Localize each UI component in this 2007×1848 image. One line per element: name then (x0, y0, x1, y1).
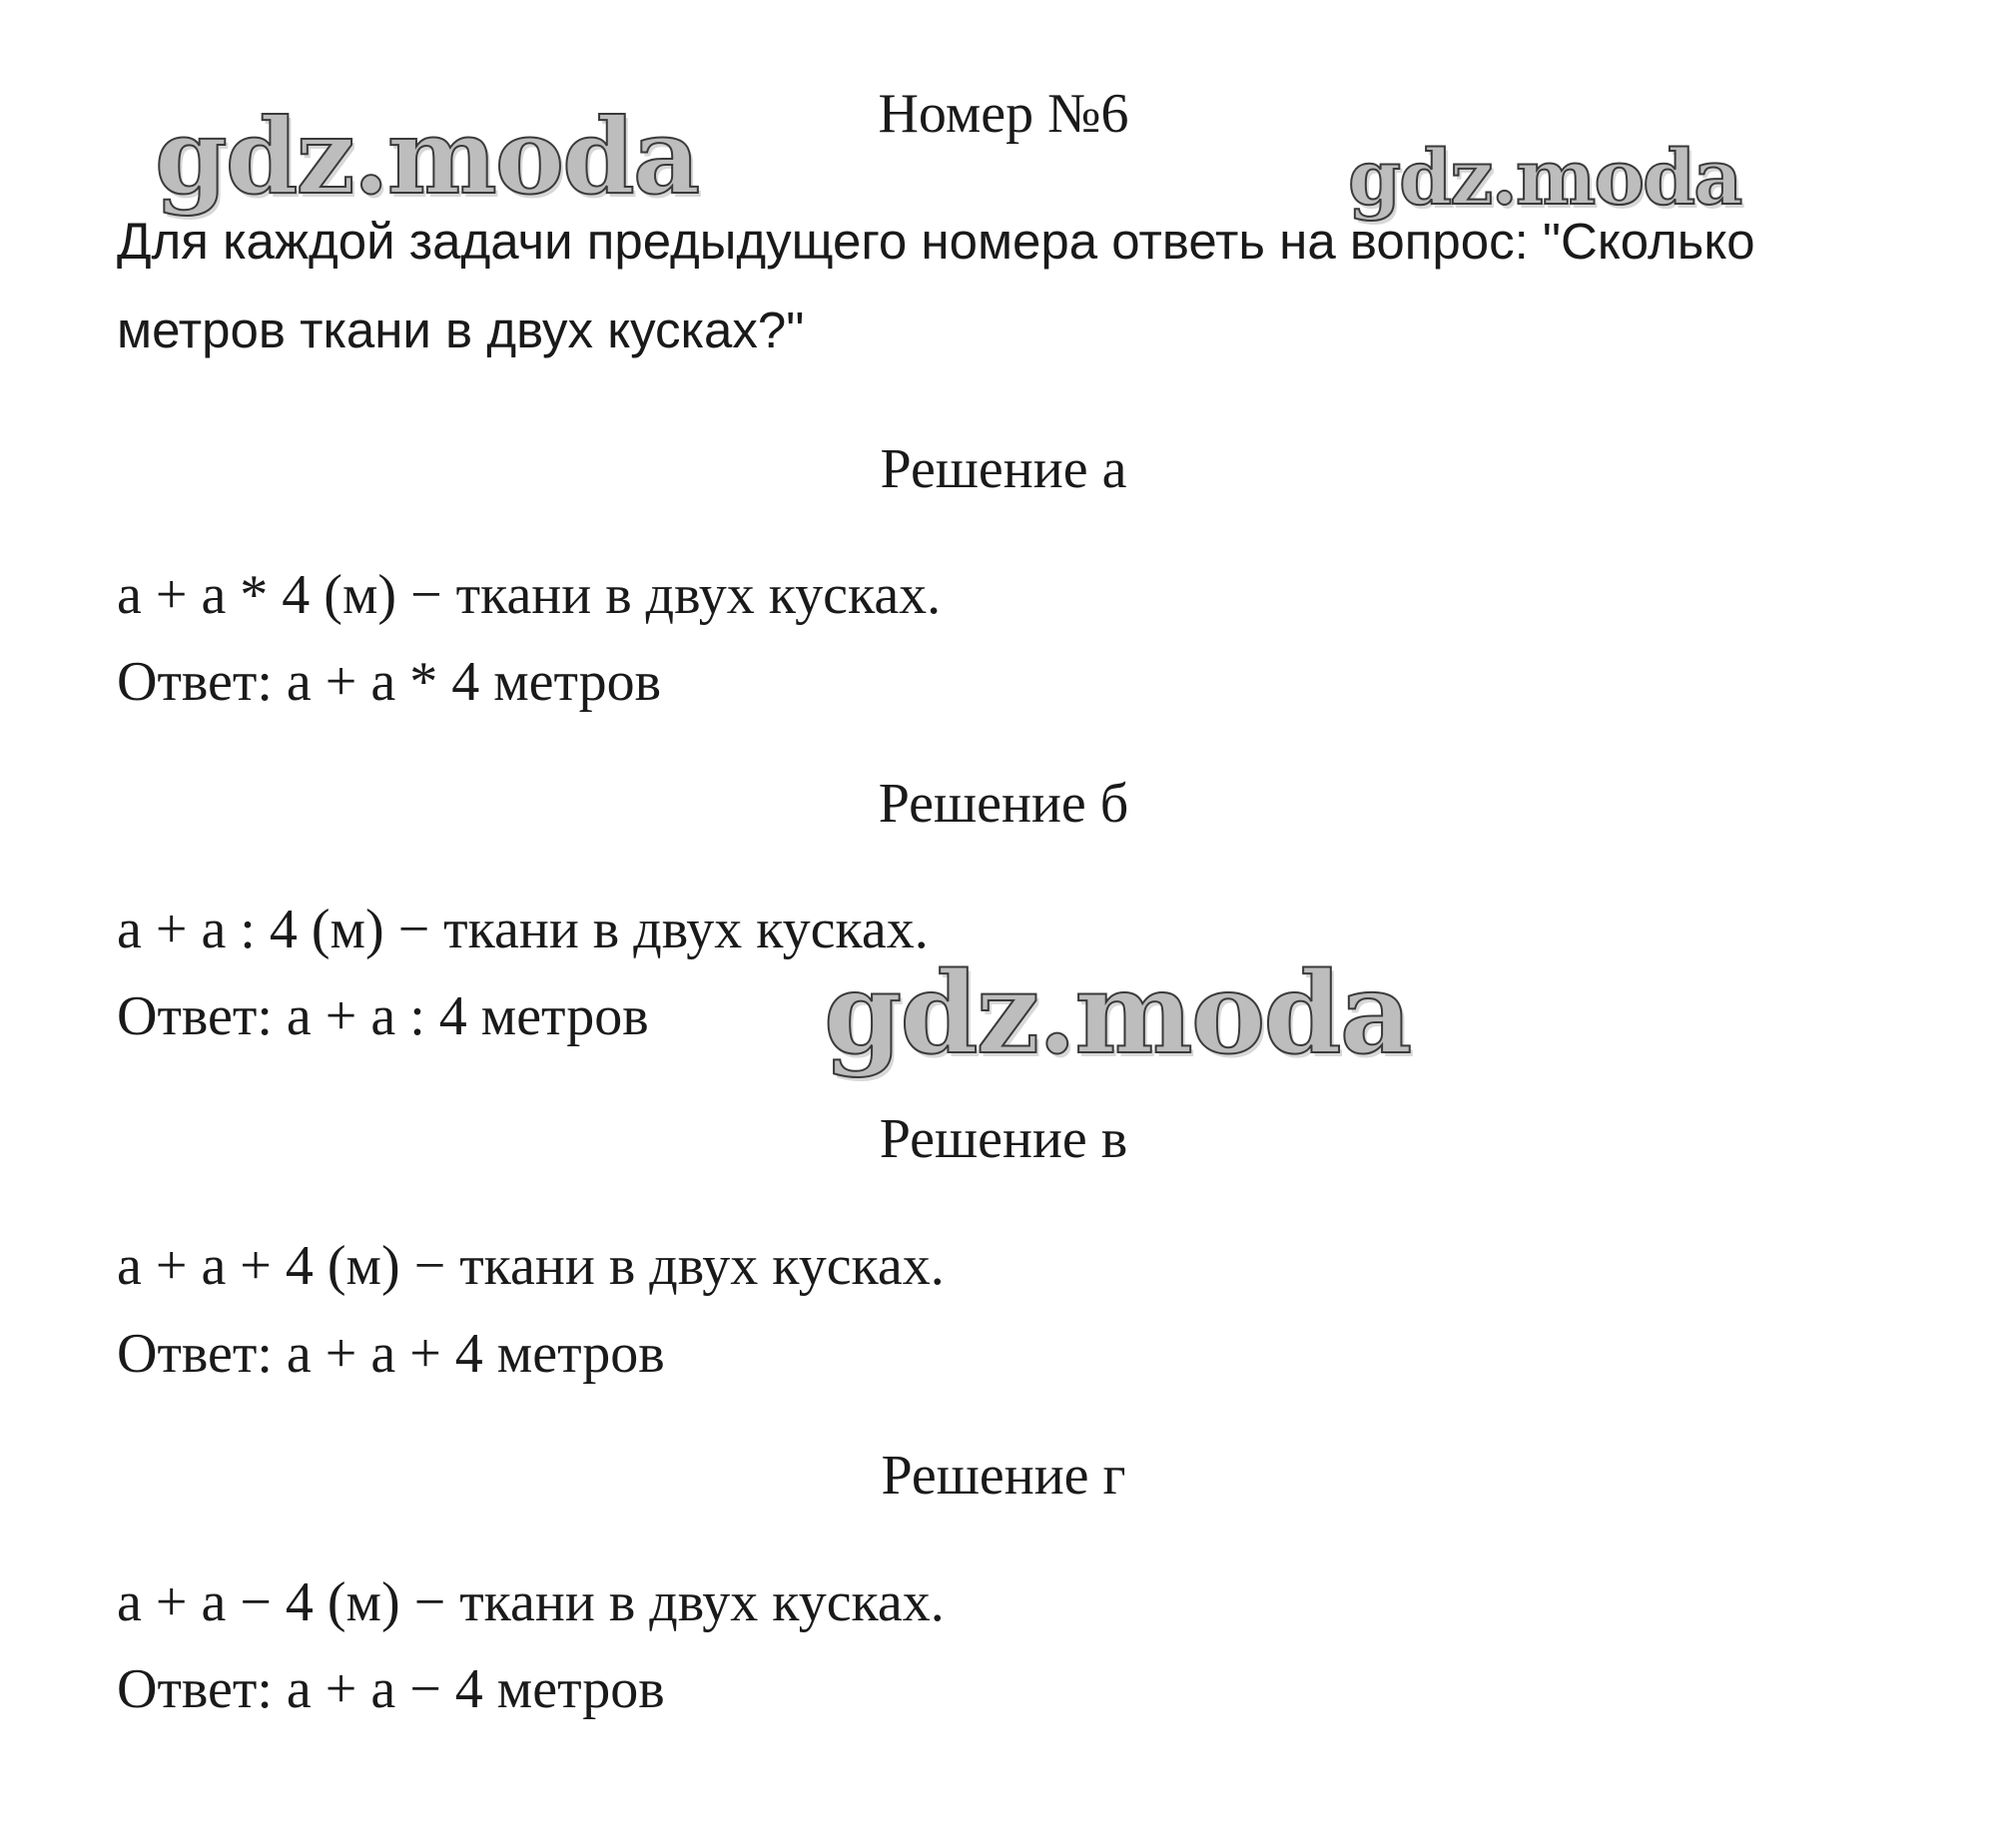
solution-g-answer: Ответ: а + а − 4 метров (117, 1658, 665, 1720)
solution-b-heading: Решение б (878, 773, 1129, 835)
solution-b-answer: Ответ: а + а : 4 метров (117, 985, 649, 1047)
solution-v-expression: а + а + 4 (м) − ткани в двух кусках. (117, 1235, 945, 1297)
watermark-logo-center: gdz.moda (824, 948, 1411, 1079)
solution-b-expression: а + а : 4 (м) − ткани в двух кусках. (117, 899, 929, 960)
solution-v-answer: Ответ: а + а + 4 метров (117, 1323, 665, 1385)
solution-g-expression: а + а − 4 (м) − ткани в двух кусках. (117, 1571, 945, 1633)
watermark-logo-top-left: gdz.moda (155, 95, 699, 218)
solution-a-answer: Ответ: а + а * 4 метров (117, 651, 662, 713)
watermark-logo-top-right: gdz.moda (1348, 133, 1741, 222)
task-text-line-1: Для каждой задачи предыдущего номера ответь на вопрос: "Сколько (117, 213, 1755, 270)
task-text-line-2: метров ткани в двух кусках?" (117, 302, 805, 358)
exercise-number-title: Номер №6 (878, 83, 1129, 145)
solution-g-heading: Решение г (881, 1445, 1126, 1507)
solution-a-heading: Решение а (880, 438, 1127, 500)
solution-v-heading: Решение в (879, 1108, 1128, 1170)
solution-a-expression: а + а * 4 (м) − ткани в двух кусках. (117, 564, 942, 626)
